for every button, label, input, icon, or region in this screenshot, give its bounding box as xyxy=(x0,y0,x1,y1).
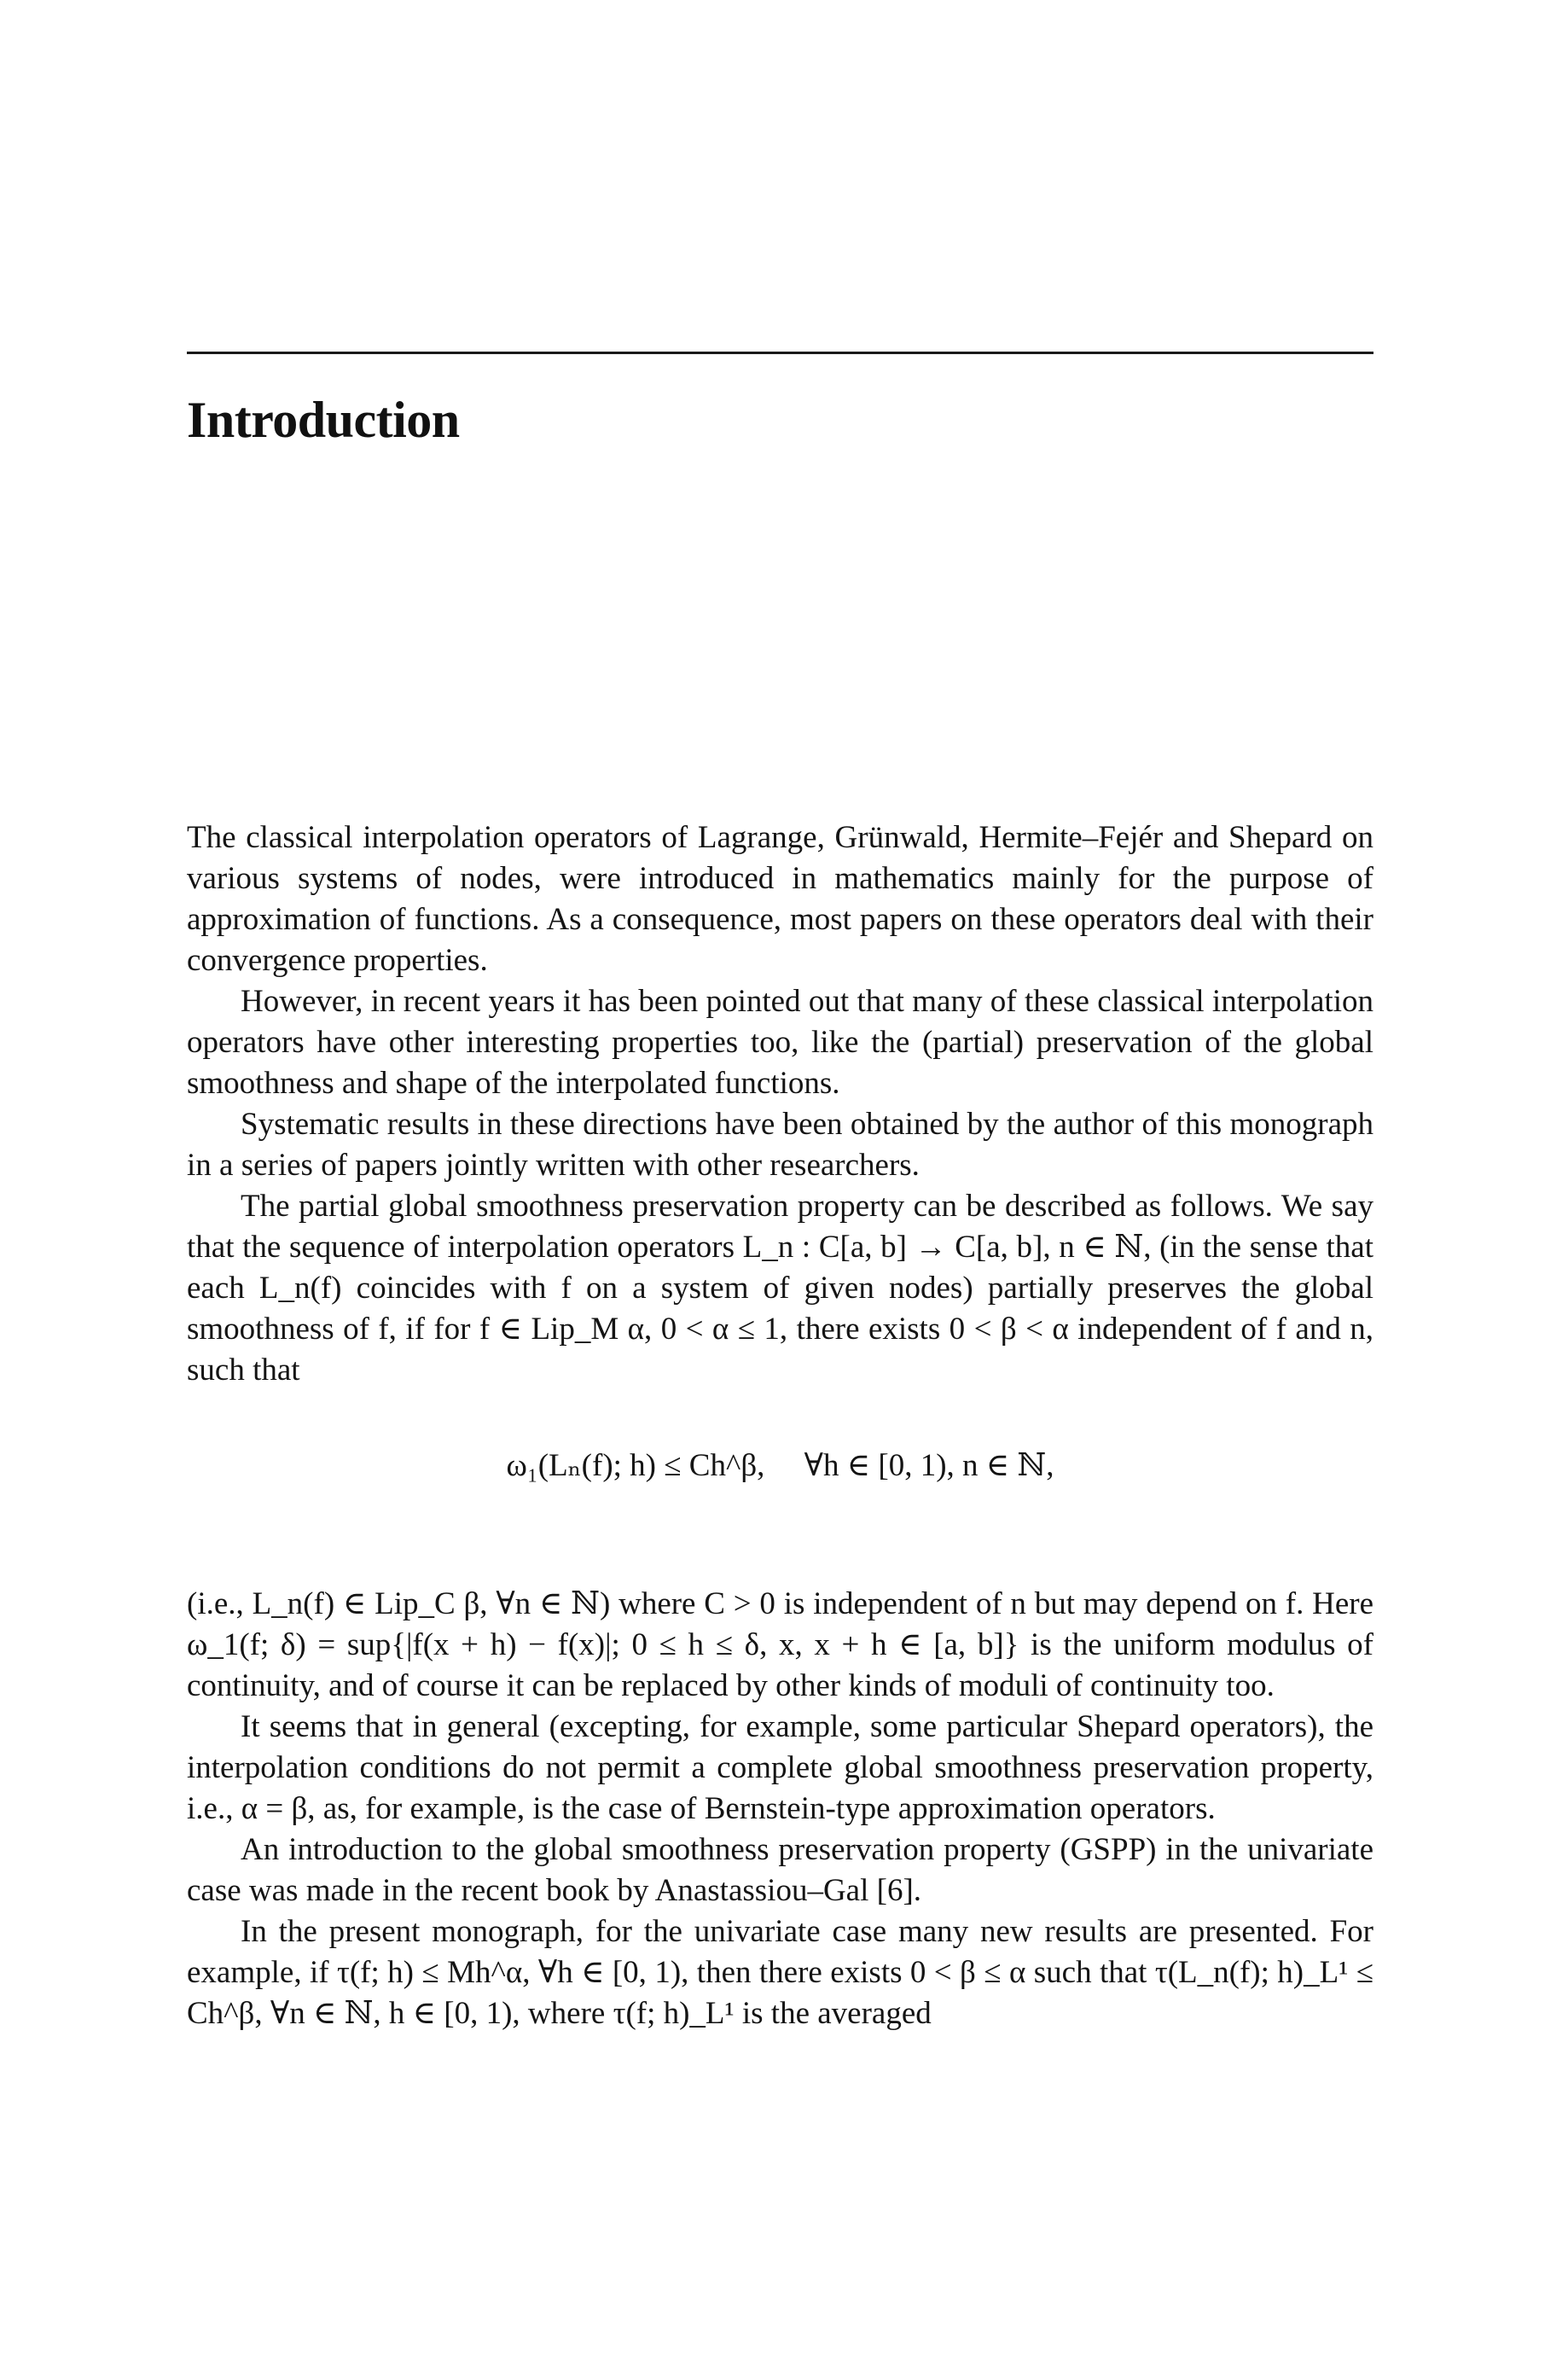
display-equation: ω₁(Lₙ(f); h) ≤ Ch^β, ∀h ∈ [0, 1), n ∈ ℕ, xyxy=(506,1448,1054,1483)
paragraph-4: The partial global smoothness preservation property can be described as follows. We say that the sequence of interpolation operators L_n : C[a, b] → C[a, b], n ∈ ℕ, (in the sense that each L_n(f) coincides with f on a system of given nodes) partially preserves the global smoothness of f, if for f ∈ Lip_M α, 0 < α ≤ 1, there exists 0 < β < α independent of f and n, such that xyxy=(187,1189,1373,1388)
paragraph-2: However, in recent years it has been pointed out that many of these classical interpolation operators have other interesting properties too, like the (partial) preservation of the global smoothness and shape of the interpolated functions. xyxy=(187,984,1373,1101)
paragraph-8: In the present monograph, for the univariate case many new results are presented. For example, if τ(f; h) ≤ Mh^α, ∀h ∈ [0, 1), then there exists 0 < β ≤ α such that τ(L_n(f); h)_L¹ ≤ Ch^β, ∀n ∈ ℕ, h ∈ [0, 1), where τ(f; h)_L¹ is the averaged xyxy=(187,1914,1373,2031)
paragraph-1: The classical interpolation operators of Lagrange, Grünwald, Hermite–Fejér and Shepard on various systems of nodes, were introduced in mathematics mainly for the purpose of approximation of functions. As a consequence, most papers on these operators deal with their convergence properties. xyxy=(187,820,1373,978)
paragraph-6: It seems that in general (excepting, for example, some particular Shepard operators), the interpolation conditions do not permit a complete global smoothness preservation property, i.e., α = β, as, for example, is the case of Bernstein-type approximation operators. xyxy=(187,1709,1373,1826)
paragraph-7: An introduction to the global smoothness preservation property (GSPP) in the univariate case was made in the recent book by Anastassiou–Gal [6]. xyxy=(187,1832,1373,1908)
chapter-title: Introduction xyxy=(187,392,460,448)
paragraph-5: (i.e., L_n(f) ∈ Lip_C β, ∀n ∈ ℕ) where C > 0 is independent of n but may depend on f. Here ω_1(f; δ) = sup{|f(x + h) − f(x)|; 0 ≤ h ≤ δ, x, x + h ∈ [a, b]} is the uniform modulus of continuity, and of course it can be replaced by other kinds of moduli of continuity too. xyxy=(187,1586,1373,1703)
chapter-rule xyxy=(187,352,1373,354)
paragraph-3: Systematic results in these directions have been obtained by the author of this monograph in a series of papers jointly written with other researchers. xyxy=(187,1107,1373,1183)
body-text-lower xyxy=(187,1584,1373,2034)
body-text-upper xyxy=(187,817,1373,1391)
